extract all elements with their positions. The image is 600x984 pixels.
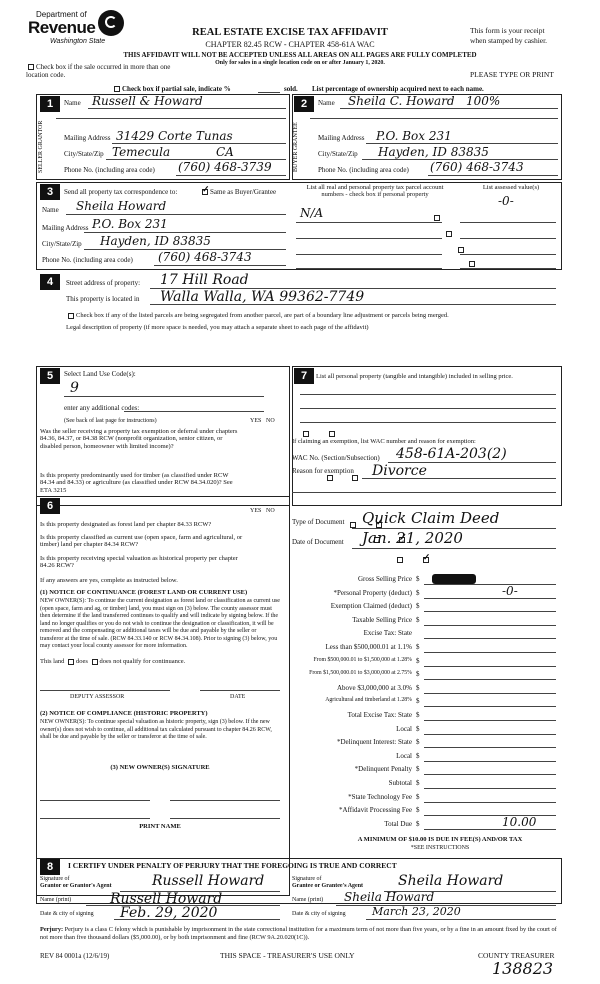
sales-note: Only for sales in a single location code on or after January 1, 2020. xyxy=(215,60,385,66)
grantor-sig-label-1: Signature of xyxy=(40,876,70,882)
tax-row-label: *Personal Property (deduct) xyxy=(333,588,412,597)
dept-label: Department of xyxy=(36,10,87,19)
tax-row-dollar: $ xyxy=(416,792,420,801)
grantor-sig-label-2: Grantor or Grantor's Agent xyxy=(40,883,112,889)
grantor-name-print-label: Name (print) xyxy=(40,897,72,903)
exemption-reason[interactable]: Divorce xyxy=(372,463,427,479)
partial-sale-label: Check box if partial sale, indicate % xyxy=(122,85,231,93)
send-correspondence-label: Send all property tax correspondence to: xyxy=(64,188,178,196)
tax-row-label: Excise Tax: State xyxy=(363,629,412,638)
s3-city-label: City/State/Zip xyxy=(42,240,82,248)
tax-row-label: Local xyxy=(396,751,412,760)
s6-q1: Is this property designated as forest land per chapter 84.33 RCW? xyxy=(40,521,212,528)
seller-addr[interactable]: 31429 Corte Tunas xyxy=(116,129,233,143)
receipt-line1: This form is your receipt xyxy=(470,26,545,35)
see-back-note: (See back of last page for instructions) xyxy=(64,418,157,424)
seller-phone[interactable]: (760) 468-3739 xyxy=(178,160,272,174)
s3-name[interactable]: Sheila Howard xyxy=(76,199,167,213)
wac-number[interactable]: 458-61A-203(2) xyxy=(396,446,507,462)
tax-row-value[interactable]: 10.00 xyxy=(502,814,537,829)
s3-name-label: Name xyxy=(42,206,59,214)
tax-row-label: From $1,500,000.01 to $3,000,000 at 2.75% xyxy=(309,670,412,677)
section-6-number: 6 xyxy=(40,498,60,514)
tax-row xyxy=(292,764,562,776)
s5-q1: Was the seller receiving a property tax exemption or deferral under chapters 84.36, 84.37, or 84.38 RCW (nonprofit organization, senior citizen, or disabled person, homeowner with limited income)? xyxy=(40,428,238,450)
tax-row-label: *Delinquent Interest: State xyxy=(336,738,412,747)
section-1-number: 1 xyxy=(40,96,60,112)
s5-no: NO xyxy=(266,418,275,424)
grantee-name-print[interactable]: Sheila Howard xyxy=(344,890,435,904)
notice1-title: (1) NOTICE OF CONTINUANCE (FOREST LAND OR CURRENT USE) xyxy=(40,589,248,596)
location-label: This property is located in xyxy=(66,295,140,303)
segregated-checkbox[interactable] xyxy=(66,312,556,319)
new-owner-sig-label: (3) NEW OWNER(S) SIGNATURE xyxy=(110,764,210,771)
grantee-name-print-label: Name (print) xyxy=(292,897,324,903)
grantor-date[interactable]: Feb. 29, 2020 xyxy=(120,905,218,921)
form-revision: REV 84 0001a (12/6/19) xyxy=(40,952,110,960)
segregated-label: Check box if any of the listed parcels are being segregated from another parcel, are part of a boundary line adjustment or parcels being merged. xyxy=(76,312,449,319)
tax-row xyxy=(292,778,562,790)
assessed-header: List assessed value(s) xyxy=(482,184,540,191)
this-land-label: This land xyxy=(40,658,65,665)
tax-row xyxy=(292,583,562,600)
tax-row xyxy=(292,642,562,654)
wac-label: WAC No. (Section/Subsection) xyxy=(292,454,380,462)
tax-row-label: Agricultural and timberland at 1.28% xyxy=(325,697,412,704)
state-label: Washington State xyxy=(50,38,106,45)
tax-row-label: *State Technology Fee xyxy=(348,792,412,801)
buyer-name-label: Name xyxy=(318,99,335,107)
seller-side-label: SELLER GRANTOR xyxy=(38,120,44,174)
sold-label: sold. xyxy=(284,85,298,93)
grantee-signature[interactable]: Sheila Howard xyxy=(398,873,504,889)
tax-row-label: Above $3,000,000 at 3.0% xyxy=(336,683,412,692)
land-does-checkbox[interactable] xyxy=(68,659,74,665)
seller-name[interactable]: Russell & Howard xyxy=(92,94,203,108)
buyer-pct[interactable]: 100% xyxy=(466,94,501,108)
parcel-number[interactable]: N/A xyxy=(300,206,324,220)
buyer-city[interactable]: Hayden, ID 83835 xyxy=(378,145,489,159)
doc-date-label: Date of Document xyxy=(292,538,344,546)
warning-line: THIS AFFIDAVIT WILL NOT BE ACCEPTED UNLESS ALL AREAS ON ALL PAGES ARE FULLY COMPLETED xyxy=(123,51,477,59)
grantee-date[interactable]: March 23, 2020 xyxy=(372,905,461,918)
tax-row-dollar: $ xyxy=(416,751,420,760)
grantor-date-label: Date & city of signing xyxy=(40,911,94,917)
tax-row-dollar: $ xyxy=(416,643,420,651)
tax-row-dollar: $ xyxy=(416,615,420,624)
buyer-addr-label: Mailing Address xyxy=(318,134,365,142)
buyer-phone[interactable]: (760) 468-3743 xyxy=(430,160,524,174)
additional-codes-label: enter any additional codes: xyxy=(64,404,140,412)
seller-name-label: Name xyxy=(64,99,81,107)
grantee-sig-label-1: Signature of xyxy=(292,876,322,882)
deputy-date-label: DATE xyxy=(230,694,246,700)
section-7-number: 7 xyxy=(294,368,314,384)
perjury-text: Perjury is a class C felony which is punishable by imprisonment in the state correctional institution for a maximum term of not more than five years, or by a fine in an amount fixed by the court of not more than five thousand dollars ($5,000.00), or by both imprisonment and fine (RCW 9A.20.020(1C)). xyxy=(40,926,557,942)
multi-location-checkbox[interactable] xyxy=(26,63,176,79)
legal-desc-label: Legal description of property (if more space is needed, you may attach a separate sheet to each page of the affidavit) xyxy=(66,324,369,331)
print-name-label: PRINT NAME xyxy=(139,823,181,830)
buyer-city-label: City/State/Zip xyxy=(318,150,358,158)
tax-row-dollar: $ xyxy=(416,724,420,733)
land-does-not-checkbox[interactable] xyxy=(92,659,98,665)
tax-row xyxy=(292,792,562,804)
tax-row xyxy=(292,656,562,668)
s3-phone[interactable]: (760) 468-3743 xyxy=(158,250,252,264)
land-use-label: Select Land Use Code(s): xyxy=(64,370,136,378)
tax-row-label: Less than $500,000.01 at 1.1% xyxy=(325,643,412,651)
revenue-logo-text: Revenue xyxy=(28,18,96,37)
tax-row-dollar: $ xyxy=(416,779,420,787)
section-7 xyxy=(292,366,562,506)
tax-row xyxy=(292,615,562,627)
parcel-personal-checkbox-2[interactable] xyxy=(446,231,452,237)
tax-row-dollar: $ xyxy=(416,588,420,597)
tax-row xyxy=(292,710,562,722)
tax-row-label: *Affidavit Processing Fee xyxy=(339,806,412,815)
exemption-label: If claiming an exemption, list WAC number and reason for exemption: xyxy=(292,438,476,445)
reason-label: Reason for exemption xyxy=(292,467,354,475)
tax-row-dollar: $ xyxy=(416,765,420,774)
notice2-title: (2) NOTICE OF COMPLIANCE (HISTORIC PROPERTY) xyxy=(40,710,208,717)
seller-city[interactable]: Temecula xyxy=(112,145,171,159)
buyer-name[interactable]: Sheila C. Howard xyxy=(348,94,455,108)
tax-row-label: *Delinquent Penalty xyxy=(354,765,412,774)
parcel-header: List all real and personal property tax parcel account numbers - check box if personal property xyxy=(306,184,444,199)
personal-property-header: List all personal property (tangible and intangible) included in selling price. xyxy=(316,373,513,380)
s3-addr[interactable]: P.O. Box 231 xyxy=(92,217,168,231)
s6-yes: YES xyxy=(250,508,262,514)
tax-row xyxy=(292,696,562,708)
does-label: does xyxy=(76,658,88,665)
buyer-addr[interactable]: P.O. Box 231 xyxy=(376,129,452,143)
section-4-number: 4 xyxy=(40,274,60,290)
s5-yes: YES xyxy=(250,418,262,424)
notice1-text: NEW OWNER(S): To continue the current designation as forest land or classification as current use (open space, farm and ag, or timber) land, you must sign on (3) below. The county assessor must then determine if the land transferred continues to qualify and will indicate by signing below. If the land no longer qualifies or you do not wish to continue the designation or classification, it will be removed and the compensating or additional taxes will be due and payable by the seller or transferor at the time of sale. (RCW 84.33.140 or RCW 84.34.108). Prior to signing (3) below, you may contact your local county assessor for more information. xyxy=(40,598,280,649)
tax-row-dollar: $ xyxy=(416,670,420,679)
list-pct-label: List percentage of ownership acquired next to each name. xyxy=(312,85,484,93)
tax-row-value[interactable]: -0- xyxy=(502,583,518,598)
tax-row xyxy=(292,683,562,695)
continuance-line xyxy=(40,658,290,665)
street-label: Street address of property: xyxy=(66,279,141,287)
s3-phone-label: Phone No. (including area code) xyxy=(42,256,133,264)
seller-phone-label: Phone No. (including area code) xyxy=(64,166,155,174)
doc-type-label: Type of Document xyxy=(292,518,345,526)
s6-no: NO xyxy=(266,508,275,514)
parcel-personal-checkbox-3[interactable] xyxy=(458,247,464,253)
grantee-sig-label-2: Grantee or Grantee's Agent xyxy=(292,883,364,889)
tax-row-label: From $500,000.01 to $1,500,000 at 1.28% xyxy=(313,656,412,663)
treasurer-stamp-number: 138823 xyxy=(492,959,554,978)
tax-row xyxy=(292,751,562,763)
s6-q3-no[interactable] xyxy=(423,557,429,563)
tax-row xyxy=(292,601,562,613)
if-yes-label: If any answers are yes, complete as instructed below. xyxy=(40,577,178,584)
receipt-line2: when stamped by cashier. xyxy=(470,36,548,45)
buyer-side-label: BUYER GRANTEE xyxy=(293,122,299,172)
tax-row-dollar: $ xyxy=(416,683,420,692)
notice2-text: NEW OWNER(S): To continue special valuation as historic property, sign (3) below. If the new owner(s) does not wish to continue, all additional tax calculated pursuant to chapter 84.26 RCW, shall be due and payable by the seller or transferor at the time of sale. xyxy=(40,719,272,740)
does-not-label: does not qualify for continuance. xyxy=(99,658,186,665)
form-title: REAL ESTATE EXCISE TAX AFFIDAVIT xyxy=(192,27,388,38)
tax-row xyxy=(292,628,562,640)
s6-q3-yes[interactable] xyxy=(397,557,403,563)
tax-row-dollar: $ xyxy=(416,806,420,815)
s6-q2: Is this property classified as current use (open space, farm and agricultural, or timber) land per chapter 84.34 RCW? xyxy=(40,534,243,549)
parcel-personal-checkbox-4[interactable] xyxy=(469,261,475,267)
chapter-line: CHAPTER 82.45 RCW - CHAPTER 458-61A WAC xyxy=(205,40,375,49)
doc-type[interactable]: Quick Claim Deed xyxy=(362,509,500,527)
tax-row-label: Local xyxy=(396,724,412,733)
minimum-due-note: A MINIMUM OF $10.00 IS DUE IN FEE(S) AND/OR TAX xyxy=(357,836,523,843)
perjury-statement xyxy=(40,926,560,942)
tax-row-label: Taxable Selling Price xyxy=(352,615,412,624)
doc-date[interactable]: Jan. 21, 2020 xyxy=(362,529,463,547)
property-location[interactable]: Walla Walla, WA 99362-7749 xyxy=(160,289,365,305)
deputy-assessor-label: DEPUTY ASSESSOR xyxy=(70,694,125,700)
please-type: PLEASE TYPE OR PRINT xyxy=(470,70,554,79)
see-instructions: *SEE INSTRUCTIONS xyxy=(410,845,470,851)
seller-city-label: City/State/Zip xyxy=(64,150,104,158)
parcel-personal-checkbox-1[interactable] xyxy=(434,215,440,221)
assessed-value[interactable]: -0- xyxy=(498,194,514,208)
multi-location-label: Check box if the sale occurred in more than one location code. xyxy=(26,63,171,80)
s3-city[interactable]: Hayden, ID 83835 xyxy=(100,234,211,248)
tax-row xyxy=(292,669,562,681)
grantor-name-print[interactable]: Russell Howard xyxy=(110,891,223,907)
section-5-number: 5 xyxy=(40,368,60,384)
tax-row xyxy=(292,724,562,736)
section-3-number: 3 xyxy=(40,184,60,200)
land-use-code[interactable]: 9 xyxy=(70,380,79,396)
section-8-number: 8 xyxy=(40,859,60,875)
tax-row-label: Exemption Claimed (deduct) xyxy=(330,602,412,611)
partial-sale-checkbox[interactable] xyxy=(112,85,231,93)
tax-row-dollar: $ xyxy=(416,711,420,719)
s6-q3: Is this property receiving special valuation as historical property per chapter 84.26 RCW? xyxy=(40,555,238,570)
tax-row xyxy=(292,574,562,586)
s3-addr-label: Mailing Address xyxy=(42,224,89,232)
street-address[interactable]: 17 Hill Road xyxy=(160,272,249,288)
tax-row-dollar: $ xyxy=(416,738,420,747)
tax-row-label: Total Excise Tax: State xyxy=(347,711,412,719)
grantor-signature[interactable]: Russell Howard xyxy=(152,873,265,889)
tax-row-dollar: $ xyxy=(416,602,420,611)
s5-q2: Is this property predominantly used for timber (as classified under RCW 84.34 and 84.33) or agriculture (as classified under RCW 84.34.020)? See ETA 3215 xyxy=(40,472,233,494)
certify-statement: I CERTIFY UNDER PENALTY OF PERJURY THAT THE FOREGOING IS TRUE AND CORRECT xyxy=(68,861,397,870)
section-2-number: 2 xyxy=(294,96,314,112)
tax-row-dollar: $ xyxy=(416,656,420,665)
revenue-logo-icon xyxy=(98,10,124,36)
same-as-buyer-checkbox[interactable] xyxy=(200,188,276,196)
tax-row-dollar: $ xyxy=(416,819,420,828)
tax-row-dollar: $ xyxy=(416,697,420,706)
tax-row xyxy=(292,737,562,749)
redacted-value xyxy=(432,574,476,584)
grantee-date-label: Date & city of signing xyxy=(292,911,346,917)
seller-addr-label: Mailing Address xyxy=(64,134,111,142)
treasurer-space-label: THIS SPACE - TREASURER'S USE ONLY xyxy=(220,951,355,960)
tax-row-label: Subtotal xyxy=(388,779,412,787)
county-treasurer-label: COUNTY TREASURER xyxy=(478,951,555,960)
tax-row xyxy=(292,814,562,831)
tax-row-label: Total Due xyxy=(384,819,412,828)
tax-row-label: Gross Selling Price xyxy=(357,575,412,583)
tax-row-dollar: $ xyxy=(416,575,420,583)
seller-state[interactable]: CA xyxy=(216,145,234,159)
same-as-buyer-label: Same as Buyer/Grantee xyxy=(210,188,277,196)
perjury-label: Perjury: xyxy=(40,926,64,933)
buyer-phone-label: Phone No. (including area code) xyxy=(318,166,409,174)
